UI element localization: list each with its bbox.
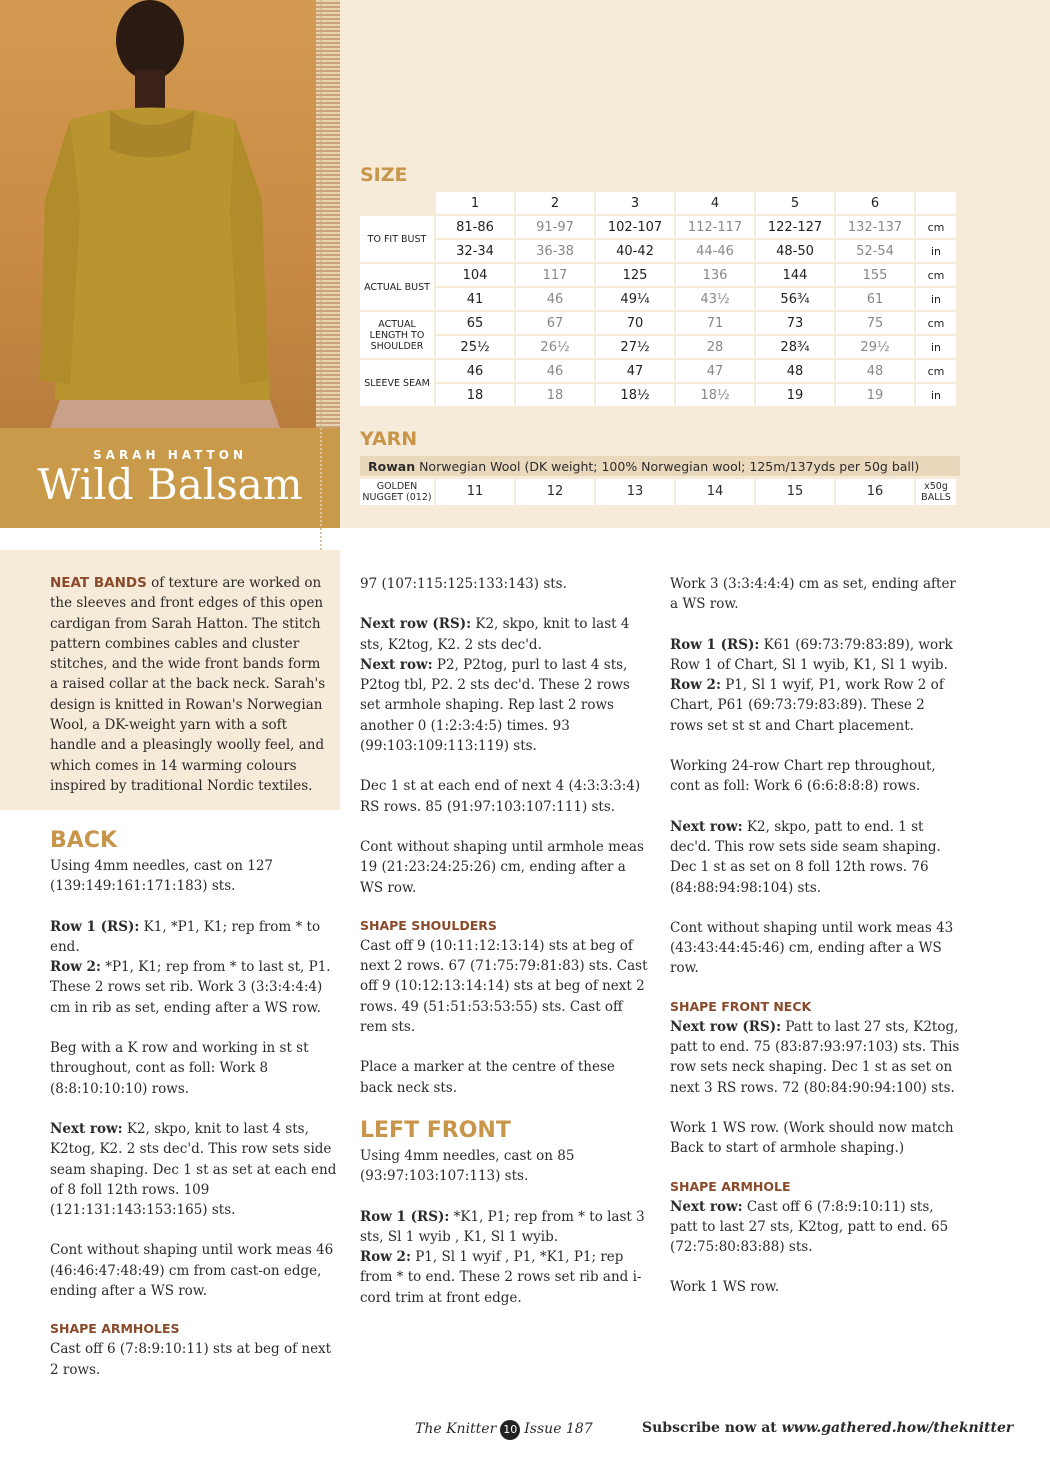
measurement-value: 29½: [836, 336, 914, 358]
measurement-value: 40-42: [596, 240, 674, 262]
col3-neck: [670, 1017, 960, 1098]
col3-ws-row: Work 1 WS row. (Work should now match Back to start of armhole shaping.): [670, 1119, 954, 1157]
measurement-value: 155: [836, 264, 914, 286]
model-illustration: [0, 0, 340, 428]
hero-photo: [0, 0, 340, 428]
measurement-value: 18: [436, 384, 514, 406]
measurement-value: 47: [676, 360, 754, 382]
measurement-value: 71: [676, 312, 754, 334]
measurement-label: TO FIT BUST: [360, 216, 434, 262]
measurement-value: 49¼: [596, 288, 674, 310]
measurement-label: SLEEVE SEAM: [360, 360, 434, 406]
subscribe-url[interactable]: www.gathered.how/theknitter: [781, 1420, 1014, 1436]
size-row: [360, 216, 956, 238]
footer-issue: [415, 1420, 593, 1440]
measurement-value: 48: [756, 360, 834, 382]
column-back: [50, 828, 340, 1400]
row-text: Cast off 6 (7:8:9:10:11) sts, patt to last 27 sts, K2tog, patt to end. 65 (72:75:80:83:88) sts.: [670, 1198, 949, 1256]
designer-name: SARAH HATTON: [93, 448, 247, 462]
unit-cell: cm: [916, 360, 956, 382]
size-row: [360, 336, 956, 358]
shape-shoulders-heading: SHAPE SHOULDERS: [360, 917, 497, 933]
size-heading: SIZE: [360, 164, 408, 186]
left-front-cast-on: Using 4mm needles, cast on 85 (93:97:103:107:113) sts.: [360, 1147, 575, 1185]
measurement-value: 132-137: [836, 216, 914, 238]
yarn-unit: x50g BALLS: [916, 479, 956, 505]
row-label: Row 1 (RS):: [670, 636, 760, 653]
left-front-rows: [360, 1207, 650, 1308]
back-rib-rows: [50, 917, 340, 1018]
measurement-value: 125: [596, 264, 674, 286]
measurement-value: 47: [596, 360, 674, 382]
size-col: 1: [436, 192, 514, 214]
intro-text: [50, 573, 330, 796]
measurement-value: 19: [836, 384, 914, 406]
col2-sts: 97 (107:115:125:133:143) sts.: [360, 576, 567, 592]
size-col: 5: [756, 192, 834, 214]
measurement-value: 136: [676, 264, 754, 286]
measurement-value: 25½: [436, 336, 514, 358]
row-text: These 2 rows set rib. Work 3 (3:3:4:4:4) cm in rib as set, ending after a WS row.: [50, 979, 323, 1016]
measurement-value: 48: [836, 360, 914, 382]
subscribe-text: Subscribe now at: [642, 1420, 782, 1436]
col3-next-row: [670, 817, 960, 898]
yarn-row: [360, 479, 960, 505]
size-col: 4: [676, 192, 754, 214]
yarn-description: [360, 456, 960, 476]
column-right: [670, 574, 960, 1318]
measurement-value: 52-54: [836, 240, 914, 262]
measurement-value: 61: [836, 288, 914, 310]
measurement-value: 104: [436, 264, 514, 286]
col2-marker: Place a marker at the centre of these back neck sts.: [360, 1059, 615, 1096]
back-heading: BACK: [50, 828, 117, 853]
col2-cont: Cont without shaping until armhole meas 19 (21:23:24:25:26) cm, ending after a WS row.: [360, 838, 644, 896]
measurement-value: 91-97: [516, 216, 594, 238]
row-text: K2, skpo, knit to last 4 sts, K2tog, K2. 2 sts dec'd.: [360, 616, 630, 653]
yarn-colour-label: GOLDEN NUGGET (012): [360, 479, 434, 505]
page-number: 10: [500, 1420, 520, 1440]
row-label: Next row:: [670, 1198, 743, 1215]
col2-armhole-shaping: [360, 614, 650, 756]
yarn-balls: 13: [596, 479, 674, 505]
measurement-value: 43½: [676, 288, 754, 310]
size-header-row: [360, 192, 956, 214]
unit-cell: in: [916, 336, 956, 358]
size-table: [358, 190, 958, 408]
measurement-value: 65: [436, 312, 514, 334]
size-col: 2: [516, 192, 594, 214]
measurement-value: 41: [436, 288, 514, 310]
back-next-row: [50, 1119, 340, 1220]
measurement-value: 46: [516, 360, 594, 382]
unit-cell: in: [916, 240, 956, 262]
shape-armhole-heading: SHAPE ARMHOLE: [670, 1178, 791, 1194]
measurement-value: 36-38: [516, 240, 594, 262]
size-row: [360, 360, 956, 382]
unit-cell: in: [916, 384, 956, 406]
row-label: Row 2:: [50, 959, 101, 976]
size-row: [360, 384, 956, 406]
col2-dec: Dec 1 st at each end of next 4 (4:3:3:3:4) RS rows. 85 (91:97:103:107:111) sts.: [360, 778, 641, 815]
unit-cell: [916, 192, 956, 214]
col3-chart-rep: Working 24-row Chart rep throughout, cont as foll: Work 6 (6:6:8:8:8) rows.: [670, 758, 936, 795]
row-label: Next row (RS):: [360, 616, 472, 633]
row-text: *K1, P1; rep from * to last 3 sts, Sl 1 wyib , K1, Sl 1 wyib.: [360, 1208, 645, 1245]
measurement-value: 144: [756, 264, 834, 286]
measurement-label: ACTUAL LENGTH TO SHOULDER: [360, 312, 434, 358]
unit-cell: cm: [916, 312, 956, 334]
measurement-value: 75: [836, 312, 914, 334]
row-label: Next row:: [50, 1120, 123, 1137]
row-text: K61 (69:73:79:83:89), work Row 1 of Chart, Sl 1 wyib, K1, Sl 1 wyib.: [670, 636, 953, 673]
intro-body: of texture are worked on the sleeves and front edges of this open cardigan from Sarah Hatton. The stitch pattern combines cables and cluster stitches, and the wide front bands form a raised collar at the back neck. Sarah's design is knitted in Rowan's Norwegian Wool, a DK-weight yarn with a soft handle and a pleasingly woolly feel, and which comes in 14 warming colours inspired by traditional Nordic textiles.: [50, 575, 326, 794]
row-text: Patt to last 27 sts, K2tog, patt to end. 75 (83:87:93:97:103) sts. This row sets neck shaping. Dec 1 st as set on next 3 RS rows. 72 (80:84:90:94:100) sts.: [670, 1018, 960, 1096]
back-cast-on: Using 4mm needles, cast on 127 (139:149:161:171:183) sts.: [50, 858, 274, 895]
measurement-value: 46: [516, 288, 594, 310]
yarn-heading: YARN: [360, 428, 418, 450]
left-front-heading: LEFT FRONT: [360, 1117, 511, 1143]
measurement-value: 102-107: [596, 216, 674, 238]
measurement-value: 56¾: [756, 288, 834, 310]
measurement-value: 28¾: [756, 336, 834, 358]
footer-subscribe: [642, 1420, 1013, 1436]
col3-cont: Cont without shaping until work meas 43 (43:43:44:45:46) cm, ending after a WS row.: [670, 919, 954, 977]
back-armholes: Cast off 6 (7:8:9:10:11) sts at beg of next 2 rows.: [50, 1341, 332, 1378]
yarn-balls: 11: [436, 479, 514, 505]
row-text: P2, P2tog, purl to last 4 sts, P2tog tbl, P2. 2 sts dec'd. These 2 rows set armhole shaping. Rep last 2 rows another 0 (1:2:3:4:5) times. 93 (99:103:109:113:119) sts.: [360, 656, 630, 755]
measurement-value: 19: [756, 384, 834, 406]
measurement-value: 18: [516, 384, 594, 406]
row-label: Next row:: [670, 818, 743, 835]
row-text: K2, skpo, knit to last 4 sts, K2tog, K2. 2 sts dec'd. This row sets side seam shaping. Dec 1 st as set at each end of 8 foll 12th rows. 109 (121:131:143:153:165) sts.: [50, 1120, 337, 1219]
unit-cell: cm: [916, 216, 956, 238]
row-text: *P1, K1; rep from * to last st, P1.: [100, 959, 331, 976]
row-text: P1, Sl 1 wyif, P1, work Row 2 of Chart, P61 (69:73:79:83:89). These 2 rows set st st and Chart placement.: [670, 677, 944, 734]
measurement-value: 81-86: [436, 216, 514, 238]
row-label: Row 2:: [670, 677, 721, 694]
row-label: Row 1 (RS):: [50, 918, 140, 935]
col3-chart-rows: [670, 635, 960, 736]
col3-work: Work 3 (3:3:4:4:4) cm as set, ending after a WS row.: [670, 576, 956, 613]
yarn-balls: 14: [676, 479, 754, 505]
measurement-value: 18½: [676, 384, 754, 406]
col2-shoulders: Cast off 9 (10:11:12:13:14) sts at beg of next 2 rows. 67 (71:75:79:81:83) sts. Cast off 9 (10:12:13:14:14) sts at beg of next 2 rows. 49 (51:51:53:53:55) sts. Cast off rem sts.: [360, 937, 648, 1036]
yarn-balls: 16: [836, 479, 914, 505]
row-text: K2, skpo, patt to end. 1 st dec'd. This row sets side seam shaping. Dec 1 st as set on 8 foll 12th rows. 76 (84:88:94:98:104) sts.: [670, 818, 941, 896]
size-col: 3: [596, 192, 674, 214]
measurement-value: 32-34: [436, 240, 514, 262]
measurement-value: 48-50: [756, 240, 834, 262]
divider-dotted: [320, 0, 322, 550]
row-label: Next row:: [360, 656, 433, 673]
measurement-value: 70: [596, 312, 674, 334]
measurement-value: 112-117: [676, 216, 754, 238]
row-label: Row 2:: [360, 1249, 411, 1266]
row-text: P1, Sl 1 wyif , P1, *K1, P1; rep from * to end. These 2 rows set rib and i-cord trim at front edge.: [360, 1249, 642, 1306]
row-label: Next row (RS):: [670, 1018, 782, 1035]
measurement-value: 122-127: [756, 216, 834, 238]
measurement-value: 44-46: [676, 240, 754, 262]
column-middle: [360, 574, 650, 1328]
yarn-brand: Rowan: [368, 459, 416, 474]
measurement-value: 27½: [596, 336, 674, 358]
yarn-balls: 15: [756, 479, 834, 505]
row-text: K1, *P1, K1; rep from * to end.: [50, 918, 321, 955]
col3-armhole: [670, 1197, 960, 1258]
measurement-value: 26½: [516, 336, 594, 358]
shape-front-neck-heading: SHAPE FRONT NECK: [670, 998, 812, 1014]
measurement-value: 46: [436, 360, 514, 382]
size-row: [360, 264, 956, 286]
back-cont: Cont without shaping until work meas 46 (46:46:47:48:49) cm from cast-on edge, ending after a WS row.: [50, 1242, 334, 1300]
measurement-value: 73: [756, 312, 834, 334]
measurement-value: 18½: [596, 384, 674, 406]
intro-lead: NEAT BANDS: [50, 575, 147, 591]
size-col: 6: [836, 192, 914, 214]
yarn-table: [360, 456, 960, 505]
size-row: [360, 312, 956, 334]
yarn-balls: 12: [516, 479, 594, 505]
row-label: Row 1 (RS):: [360, 1208, 450, 1225]
measurement-value: 67: [516, 312, 594, 334]
issue-number: Issue 187: [524, 1421, 593, 1437]
measurement-label: ACTUAL BUST: [360, 264, 434, 310]
unit-cell: cm: [916, 264, 956, 286]
magazine-name: The Knitter: [415, 1421, 497, 1437]
shape-armholes-heading: SHAPE ARMHOLES: [50, 1321, 180, 1337]
unit-cell: in: [916, 288, 956, 310]
pattern-title: Wild Balsam: [37, 460, 303, 509]
col3-final: Work 1 WS row.: [670, 1279, 780, 1296]
blank-cell: [360, 192, 434, 214]
size-row: [360, 240, 956, 262]
measurement-value: 28: [676, 336, 754, 358]
back-st-st: Beg with a K row and working in st st throughout, cont as foll: Work 8 (8:8:10:10:10) rows.: [50, 1040, 309, 1097]
measurement-value: 117: [516, 264, 594, 286]
yarn-desc-text: Norwegian Wool (DK weight; 100% Norwegian wool; 125m/137yds per 50g ball): [415, 459, 920, 474]
size-row: [360, 288, 956, 310]
